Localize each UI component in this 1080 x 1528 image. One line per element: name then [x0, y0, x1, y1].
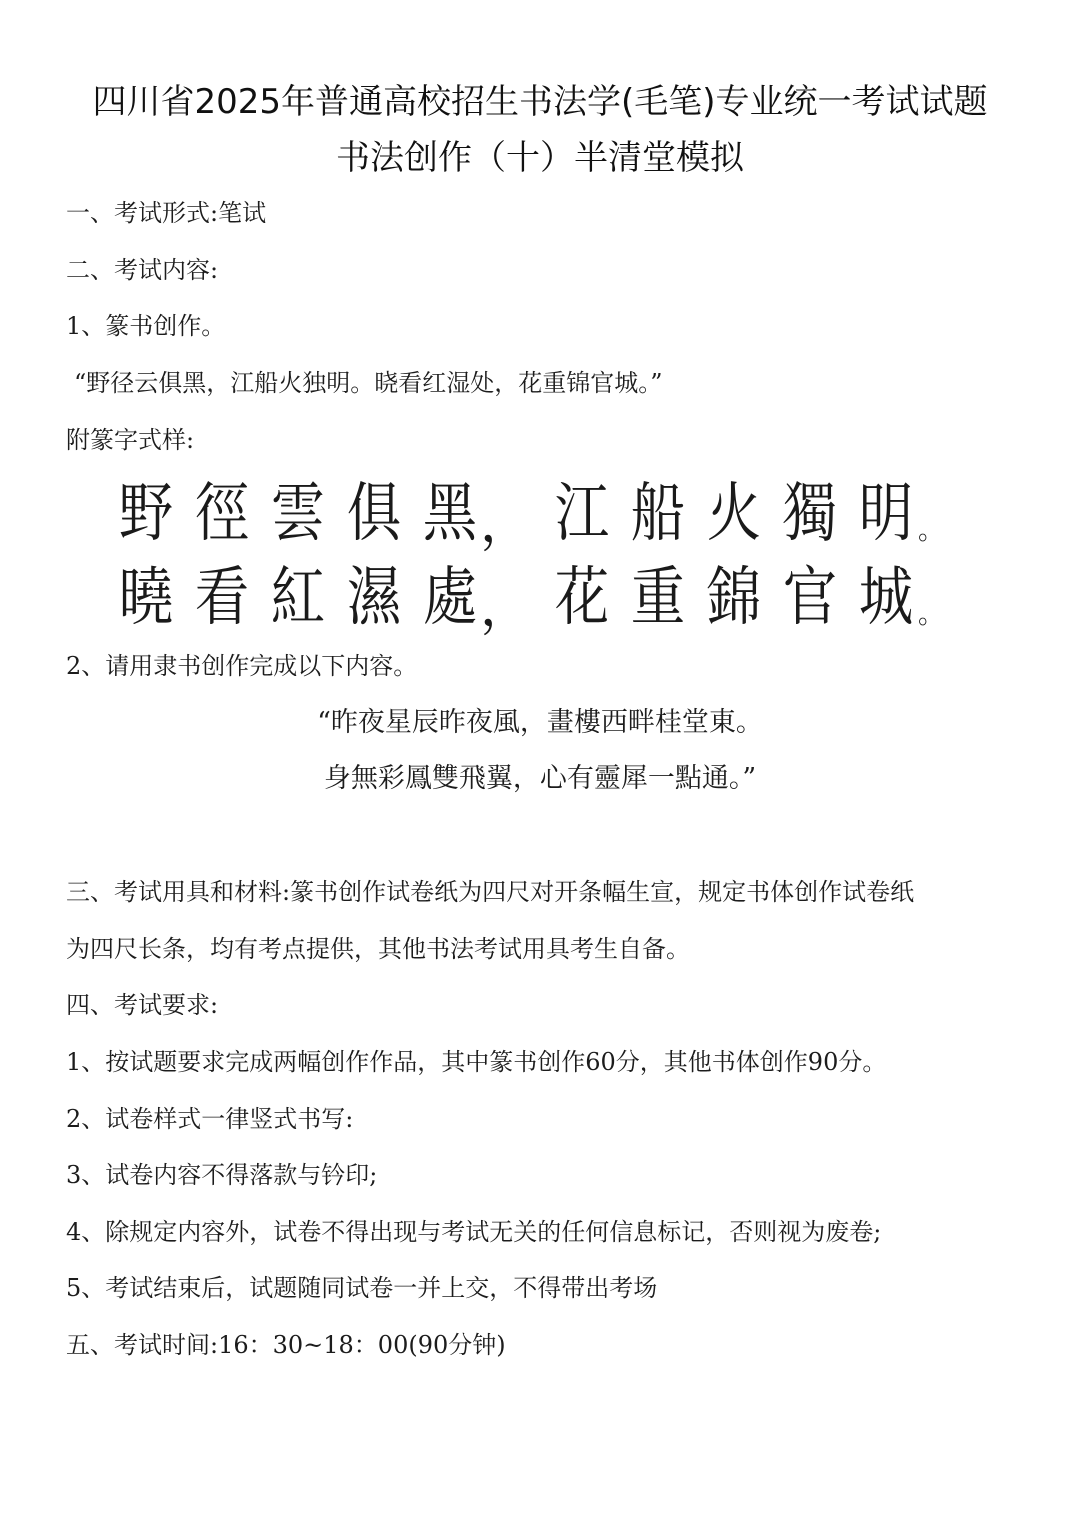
seal-char: 船	[630, 477, 686, 551]
requirement-item-1: 1、按试题要求完成两幅创作作品，其中篆书创作60分，其他书体创作90分。	[66, 1048, 887, 1076]
page-title-line1: 四川省2025年普通高校招生书法学(毛笔)专业统一考试试题	[92, 82, 988, 122]
section-exam-content: 二、考试内容:	[66, 256, 219, 284]
item-clerical-script-creation: 2、请用隶书创作完成以下内容。	[66, 652, 418, 680]
seal-char: 處	[422, 561, 478, 635]
seal-char: 明	[858, 477, 914, 551]
section-tools-materials-line-1: 三、考试用具和材料:篆书创作试卷纸为四尺对开条幅生宣，规定书体创作试卷纸	[66, 878, 915, 906]
seal-char: 城	[858, 561, 914, 635]
seal-char: 濕	[346, 561, 402, 635]
clerical-poem-line-2: 身無彩鳳雙飛翼，心有靈犀一點通。”	[323, 763, 757, 794]
seal-sample-row-1	[110, 476, 970, 552]
seal-char: 獨	[782, 477, 838, 551]
clerical-poem-line-1: “昨夜星辰昨夜風，畫樓西畔桂堂東。	[317, 707, 763, 738]
requirement-item-4: 4、除规定内容外，试卷不得出现与考试无关的任何信息标记，否则视为废卷;	[66, 1218, 882, 1246]
item-seal-script-creation: 1、篆书创作。	[66, 312, 226, 340]
seal-punctuation: ，	[480, 494, 533, 554]
seal-char: 黑	[422, 477, 478, 551]
seal-char: 江	[554, 477, 610, 551]
requirement-item-2: 2、试卷样式一律竖式书写:	[66, 1105, 354, 1133]
seal-char: 雲	[270, 477, 326, 551]
seal-script-sample	[110, 476, 970, 636]
requirement-item-5: 5、考试结束后，试题随同试卷一并上交，不得带出考场	[66, 1274, 658, 1302]
seal-char: 俱	[346, 477, 402, 551]
section-tools-materials-line-2: 为四尺长条，均有考点提供，其他书法考试用具考生自备。	[66, 935, 690, 963]
seal-char: 官	[782, 561, 838, 635]
seal-punctuation: ，	[480, 578, 533, 638]
seal-char: 重	[630, 561, 686, 635]
seal-char: 錦	[706, 561, 762, 635]
section-exam-format: 一、考试形式:笔试	[66, 199, 267, 227]
section-exam-requirements: 四、考试要求:	[66, 991, 219, 1019]
seal-char: 紅	[270, 561, 326, 635]
seal-punctuation: 。	[917, 600, 944, 630]
seal-sample-row-2	[110, 560, 970, 636]
seal-script-poem: “野径云俱黑，江船火独明。晓看红湿处，花重锦官城。”	[74, 369, 663, 397]
seal-char: 曉	[118, 561, 174, 635]
seal-sample-label: 附篆字式样:	[66, 426, 195, 454]
page-title-line2: 书法创作（十）半清堂模拟	[336, 138, 744, 178]
seal-char: 徑	[194, 477, 250, 551]
seal-char: 野	[118, 477, 174, 551]
seal-char: 看	[194, 561, 250, 635]
seal-char: 火	[706, 477, 762, 551]
section-exam-time: 五、考试时间:16：30~18：00(90分钟)	[66, 1331, 506, 1359]
seal-punctuation: 。	[917, 516, 944, 546]
seal-char: 花	[554, 561, 610, 635]
requirement-item-3: 3、试卷内容不得落款与钤印;	[66, 1161, 378, 1189]
